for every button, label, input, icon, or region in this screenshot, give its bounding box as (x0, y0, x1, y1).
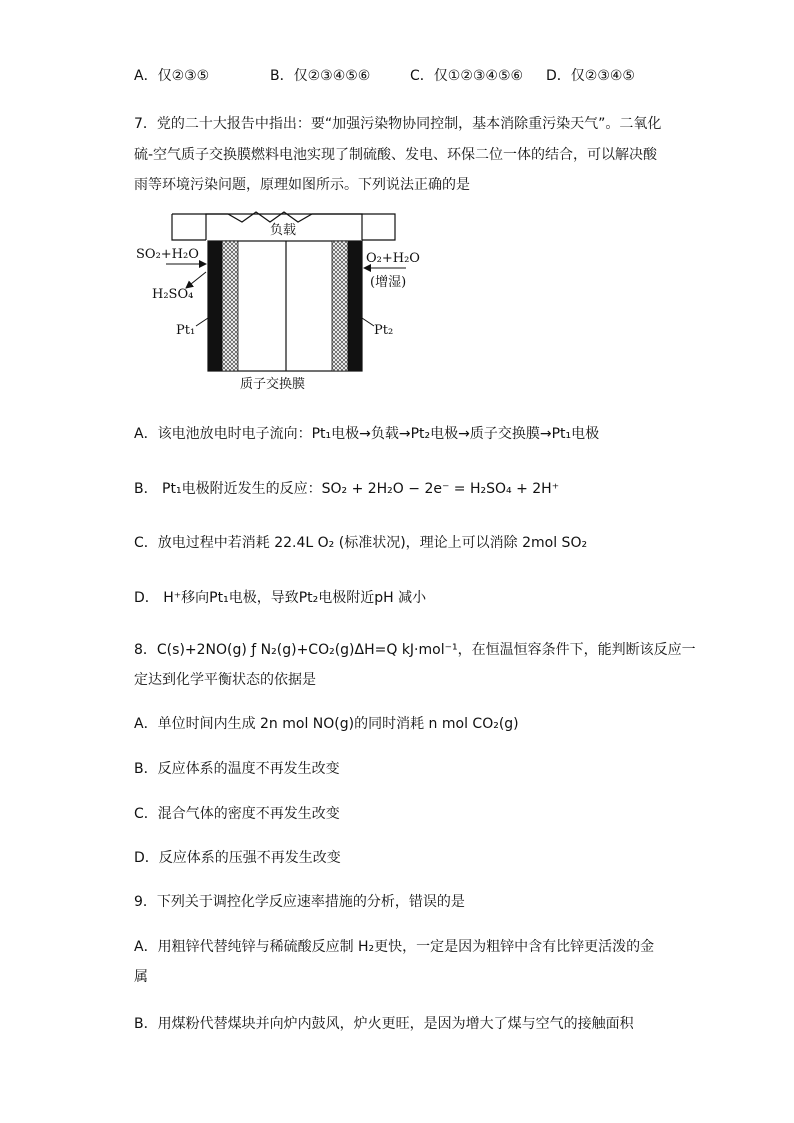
pt1-label: Pt₁ (176, 323, 196, 338)
q6-option-c: C．仅①②③④⑤⑥ (410, 68, 524, 84)
left-input-label: SO₂+H₂O (136, 247, 199, 262)
left-output-arrow (186, 272, 206, 288)
fuel-cell-diagram (132, 208, 432, 394)
left-output-label: H₂SO₄ (152, 287, 194, 302)
q6-option-d: D．仅②③④⑤ (546, 68, 635, 84)
right-input-label: O₂+H₂O (366, 251, 420, 266)
load-label: 负载 (270, 223, 297, 238)
q7-option-c: C．放电过程中若消耗 22.4L O₂ (标准状况)，理论上可以消除 2mol SO₂ (134, 535, 588, 551)
pt1-catalyst-layer (222, 241, 238, 371)
q6-option-b: B．仅②③④⑤⑥ (270, 68, 371, 84)
pt1-leader-line (196, 318, 208, 326)
q7-stem-line2: 硫-空气质子交换膜燃料电池实现了制硫酸、发电、环保二位一体的结合，可以解决酸 (134, 147, 658, 163)
q8-option-b: B．反应体系的温度不再发生改变 (134, 761, 340, 777)
q9-option-a-line2: 属 (134, 969, 148, 985)
q9-option-b: B．用煤粉代替煤块并向炉内鼓风，炉火更旺，是因为增大了煤与空气的接触面积 (134, 1016, 634, 1032)
q8-option-a: A．单位时间内生成 2n mol NO(g)的同时消耗 n mol CO₂(g) (134, 716, 519, 732)
membrane-label: 质子交换膜 (240, 377, 306, 392)
pt2-catalyst-layer (332, 241, 348, 371)
pt2-leader-line (362, 318, 374, 326)
q9-option-a-line1: A．用粗锌代替纯锌与稀硫酸反应制 H₂更快，一定是因为粗锌中含有比锌更活泼的金 (134, 939, 655, 955)
q7-option-d: D． H⁺移向Pt₁电极，导致Pt₂电极附近pH 减小 (134, 590, 427, 606)
q7-stem-line3: 雨等环境污染问题，原理如图所示。下列说法正确的是 (134, 177, 470, 193)
pt2-electrode (348, 241, 362, 371)
pt2-label: Pt₂ (374, 323, 394, 338)
q7-option-b: B． Pt₁电极附近发生的反应：SO₂ + 2H₂O − 2e⁻ = H₂SO₄ + 2H⁺ (134, 481, 560, 497)
q9-stem: 9．下列关于调控化学反应速率措施的分析，错误的是 (134, 894, 465, 910)
q8-option-d: D．反应体系的压强不再发生改变 (134, 850, 341, 866)
circuit-wire-left (172, 214, 206, 240)
q8-option-c: C．混合气体的密度不再发生改变 (134, 806, 340, 822)
q7-option-a: A．该电池放电时电子流向：Pt₁电极→负载→Pt₂电极→质子交换膜→Pt₁电极 (134, 426, 600, 442)
q6-option-a: A．仅②③⑤ (134, 68, 210, 84)
q8-stem-line1: 8．C(s)+2NO(g) ƒ N₂(g)+CO₂(g)ΔH=Q kJ·mol⁻¹，在恒温恒容条件下，能判断该反应一 (134, 642, 696, 658)
right-input-note: (增湿) (370, 275, 407, 290)
q7-stem-line1: 7．党的二十大报告中指出：要“加强污染物协同控制，基本消除重污染天气”。二氧化 (134, 116, 662, 132)
pt1-electrode (208, 241, 222, 371)
q8-stem-line2: 定达到化学平衡状态的依据是 (134, 672, 316, 688)
